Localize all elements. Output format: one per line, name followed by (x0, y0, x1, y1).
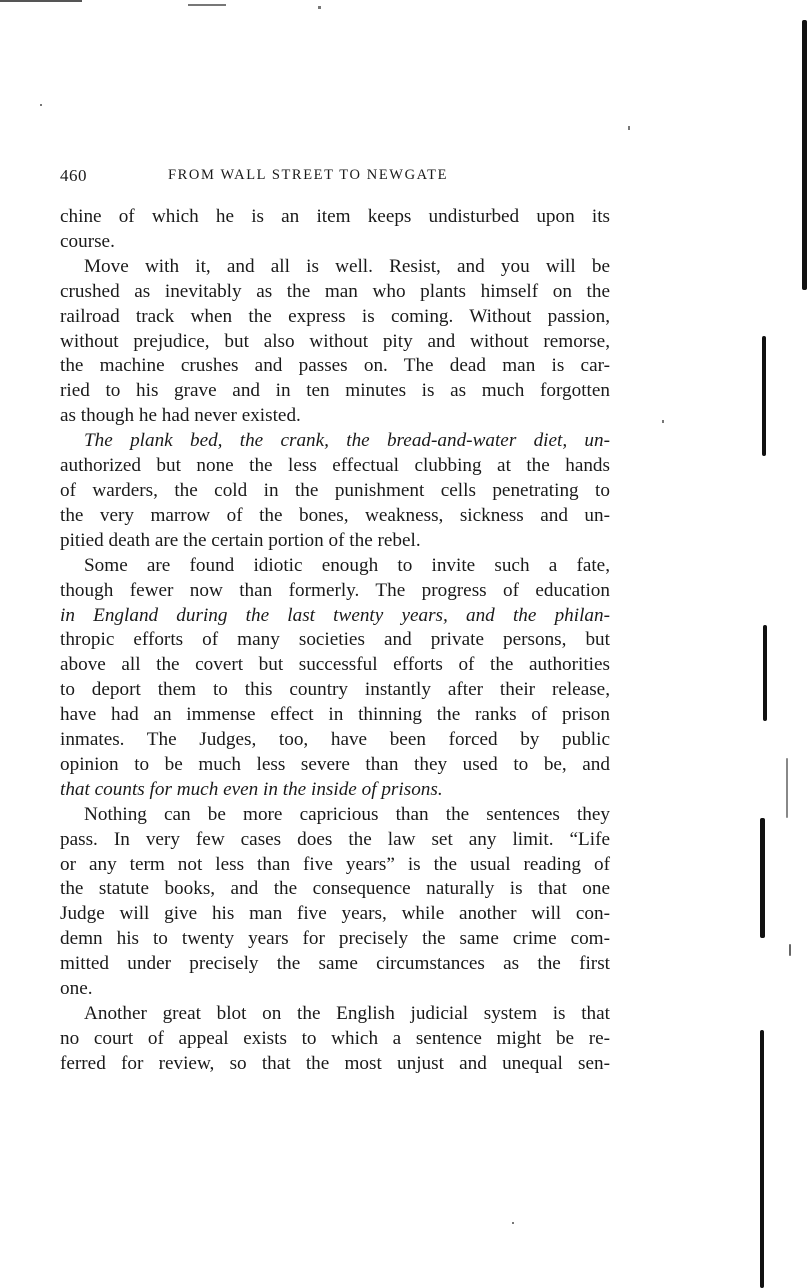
text-line: railroad track when the express is coming. Without passion, (60, 305, 610, 327)
text-line: the very marrow of the bones, weakness, sickness and un- (60, 504, 610, 526)
paragraph (60, 205, 610, 255)
running-header (60, 166, 610, 188)
text-line: pass. In very few cases does the law set any limit. “Life (60, 828, 610, 850)
text-line: or any term not less than five years” is the usual reading of (60, 853, 610, 875)
text-line: the statute books, and the consequence naturally is that one (60, 878, 610, 900)
paragraph (60, 255, 610, 429)
text-line: mitted under precisely the same circumstances as the first (60, 953, 610, 975)
scan-speck (628, 126, 630, 130)
text-line: that counts for much even in the inside of prisons. (60, 778, 443, 800)
text-line: course. (60, 230, 115, 252)
scan-speck (318, 6, 321, 9)
paragraph (60, 429, 610, 554)
text-line: of warders, the cold in the punishment cells penetrating to (60, 479, 610, 501)
text-line: thropic efforts of many societies and private persons, but (60, 629, 610, 651)
text-line: Judge will give his man five years, while another will con- (60, 903, 610, 925)
paragraph (60, 803, 610, 1002)
text-line: Some are found idiotic enough to invite such a fate, (84, 554, 610, 576)
text-line: as though he had never existed. (60, 405, 301, 427)
paragraph (60, 554, 610, 803)
text-line: chine of which he is an item keeps undisturbed upon its (60, 206, 610, 227)
page-edge-shadow (763, 625, 767, 721)
text-line: authorized but none the less effectual clubbing at the hands (60, 455, 610, 477)
scan-artifact-top-rule (0, 0, 82, 2)
page-edge-shadow (802, 20, 807, 290)
text-line: Move with it, and all is well. Resist, and you will be (84, 255, 610, 277)
text-line: without prejudice, but also without pity and without remorse, (60, 330, 610, 352)
page-number: 460 (60, 166, 87, 185)
page-edge-shadow (786, 758, 788, 818)
scan-speck (662, 420, 664, 423)
scan-speck (188, 4, 226, 6)
scan-speck (40, 104, 42, 106)
text-line: crushed as inevitably as the man who plants himself on the (60, 280, 610, 302)
text-line: The plank bed, the crank, the bread-and-water diet, un- (84, 430, 610, 452)
page-edge-shadow (760, 1030, 764, 1288)
text-line: Nothing can be more capricious than the sentences they (84, 803, 610, 825)
paragraph (60, 1002, 610, 1077)
text-line: to deport them to this country instantly after their release, (60, 679, 610, 701)
text-line: Another great blot on the English judicial system is that (84, 1003, 610, 1024)
text-line: in England during the last twenty years, and the philan- (60, 604, 610, 626)
text-line: inmates. The Judges, too, have been forced by public (60, 729, 610, 751)
text-line: one. (60, 978, 93, 1000)
body-text (60, 205, 610, 1077)
text-line: above all the covert but successful efforts of the authorities (60, 654, 610, 676)
text-line: though fewer now than formerly. The progress of education (60, 579, 610, 601)
text-line: no court of appeal exists to which a sentence might be re- (60, 1027, 610, 1049)
running-title: FROM WALL STREET TO NEWGATE (168, 167, 449, 183)
text-line: pitied death are the certain portion of the rebel. (60, 529, 421, 551)
text-line: ferred for review, so that the most unjust and unequal sen- (60, 1052, 610, 1074)
page-edge-shadow (762, 336, 766, 456)
text-line: the machine crushes and passes on. The dead man is car- (60, 355, 610, 377)
text-line: opinion to be much less severe than they used to be, and (60, 753, 610, 775)
text-line: have had an immense effect in thinning the ranks of prison (60, 704, 610, 726)
text-line: demn his to twenty years for precisely the same crime com- (60, 928, 610, 950)
page-edge-shadow (789, 944, 791, 956)
page-edge-shadow (760, 818, 765, 938)
scan-speck (512, 1222, 514, 1224)
text-line: ried to his grave and in ten minutes is as much forgotten (60, 380, 610, 402)
